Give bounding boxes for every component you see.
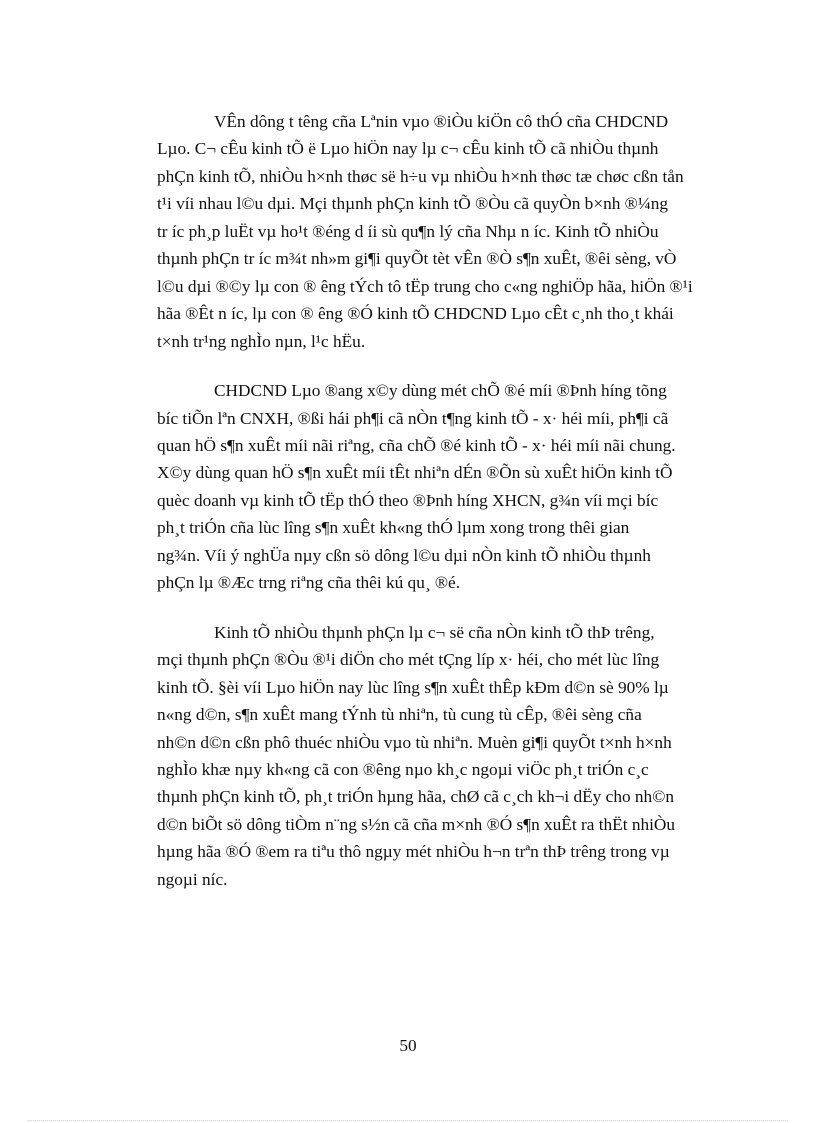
- page-body: [157, 108, 739, 915]
- text-line: thµnh phÇn kinh tÕ, ph¸t triÓn hµng hãa, chØ cã c¸ch kh¬i dËy cho nh©n: [157, 787, 674, 807]
- text-line: VÊn dông t têng cña Lªnin vµo ®iÒu kiÖn cô thÓ cña CHDCND: [214, 112, 669, 131]
- page-bottom-divider: [28, 1120, 788, 1121]
- text-line: hµng hãa ®Ó ®em ra tiªu thô ngµy mét nhiÒu h¬n trªn thÞ trêng trong vµ: [157, 842, 670, 862]
- text-line: t×nh tr¹ng nghÌo nµn, l¹c hËu.: [157, 331, 366, 351]
- text-line: ngoµi níc.: [157, 869, 228, 889]
- text-line: kinh tÕ. §èi víi Lµo hiÖn nay lùc lîng s¶n xuÊt thÊp kÐm d©n sè 90% lµ: [157, 677, 669, 697]
- text-line: mçi thµnh phÇn ®Òu ®¹i diÖn cho mét tÇng líp x· héi, cho mét lùc lîng: [157, 650, 660, 670]
- text-line: hãa ®Êt n íc, lµ con ® êng ®Ó kinh tÕ CHDCND Lµo cÊt c¸nh tho¸t khái: [157, 304, 674, 324]
- text-line: ng¾n. Víi ý nghÜa nµy cßn sö dông l©u dµi nÒn kinh tÕ nhiÒu thµnh: [157, 545, 651, 565]
- paragraph-2: [157, 377, 739, 597]
- paragraph-3: [157, 619, 739, 894]
- text-line: d©n biÕt sö dông tiÒm n¨ng s½n cã cña m×nh ®Ó s¶n xuÊt ra thËt nhiÒu: [157, 814, 676, 834]
- text-line: quèc doanh vµ kinh tÕ tËp thÓ theo ®Þnh híng XHCN, g¾n víi mçi bíc: [157, 490, 659, 510]
- text-line: quan hÖ s¶n xuÊt míi nãi riªng, cña chÕ ®é kinh tÕ - x· héi míi nãi chung.: [157, 435, 676, 455]
- text-line: ph¸t triÓn cña lùc lîng s¶n xuÊt kh«ng thÓ lµm xong trong thêi gian: [157, 518, 630, 538]
- text-line: CHDCND Lµo ®ang x©y dùng mét chÕ ®é míi ®Þnh híng tõng: [214, 381, 667, 401]
- text-line: n«ng d©n, s¶n xuÊt mang tÝnh tù nhiªn, tù cung tù cÊp, ®êi sèng cña: [157, 705, 642, 725]
- text-line: tr íc ph¸p luËt vµ ho¹t ®éng d íi sù qu¶n lý cña Nhµ n íc. Kinh tÕ nhiÒu: [157, 221, 659, 241]
- text-line: t¹i víi nhau l©u dµi. Mçi thµnh phÇn kinh tÕ ®Òu cã quyÒn b×nh ®¼ng: [157, 194, 669, 214]
- text-line: X©y dùng quan hÖ s¶n xuÊt míi tÊt nhiªn dÉn ®Õn sù xuÊt hiÖn kinh tÕ: [157, 463, 673, 483]
- text-line: phÇn lµ ®Æc trng riªng cña thêi kú qu¸ ®é.: [157, 573, 461, 593]
- text-line: Lµo. C¬ cÊu kinh tÕ ë Lµo hiÖn nay lµ c¬ cÊu kinh tÕ cã nhiÒu thµnh: [157, 139, 659, 159]
- text-line: phÇn kinh tÕ, nhiÒu h×nh thøc së h÷u vµ nhiÒu h×nh thøc tæ chøc cßn tån: [157, 166, 684, 186]
- text-line: l©u dµi ®©y lµ con ® êng tÝch tô tËp trung cho c«ng nghiÖp hãa, hiÖn ®¹i: [157, 276, 693, 296]
- text-line: nghÌo khæ nµy kh«ng cã con ®êng nµo kh¸c ngoµi viÖc ph¸t triÓn c¸c: [157, 759, 649, 779]
- text-line: thµnh phÇn tr íc m¾t nh»m gi¶i quyÕt tèt vÊn ®Ò s¶n xuÊt, ®êi sèng, vÒ: [157, 249, 677, 269]
- text-line: bíc tiÕn lªn CNXH, ®ßi hái ph¶i cã nÒn t¶ng kinh tÕ - x· héi míi, ph¶i cã: [157, 408, 669, 428]
- text-line: Kinh tÕ nhiÒu thµnh phÇn lµ c¬ së cña nÒn kinh tÕ thÞ trêng,: [214, 622, 655, 642]
- page-number: 50: [399, 1036, 417, 1055]
- paragraph-1: [157, 108, 739, 355]
- text-line: nh©n d©n cßn phô thuéc nhiÒu vµo tù nhiªn. Muèn gi¶i quyÕt t×nh h×nh: [157, 732, 672, 752]
